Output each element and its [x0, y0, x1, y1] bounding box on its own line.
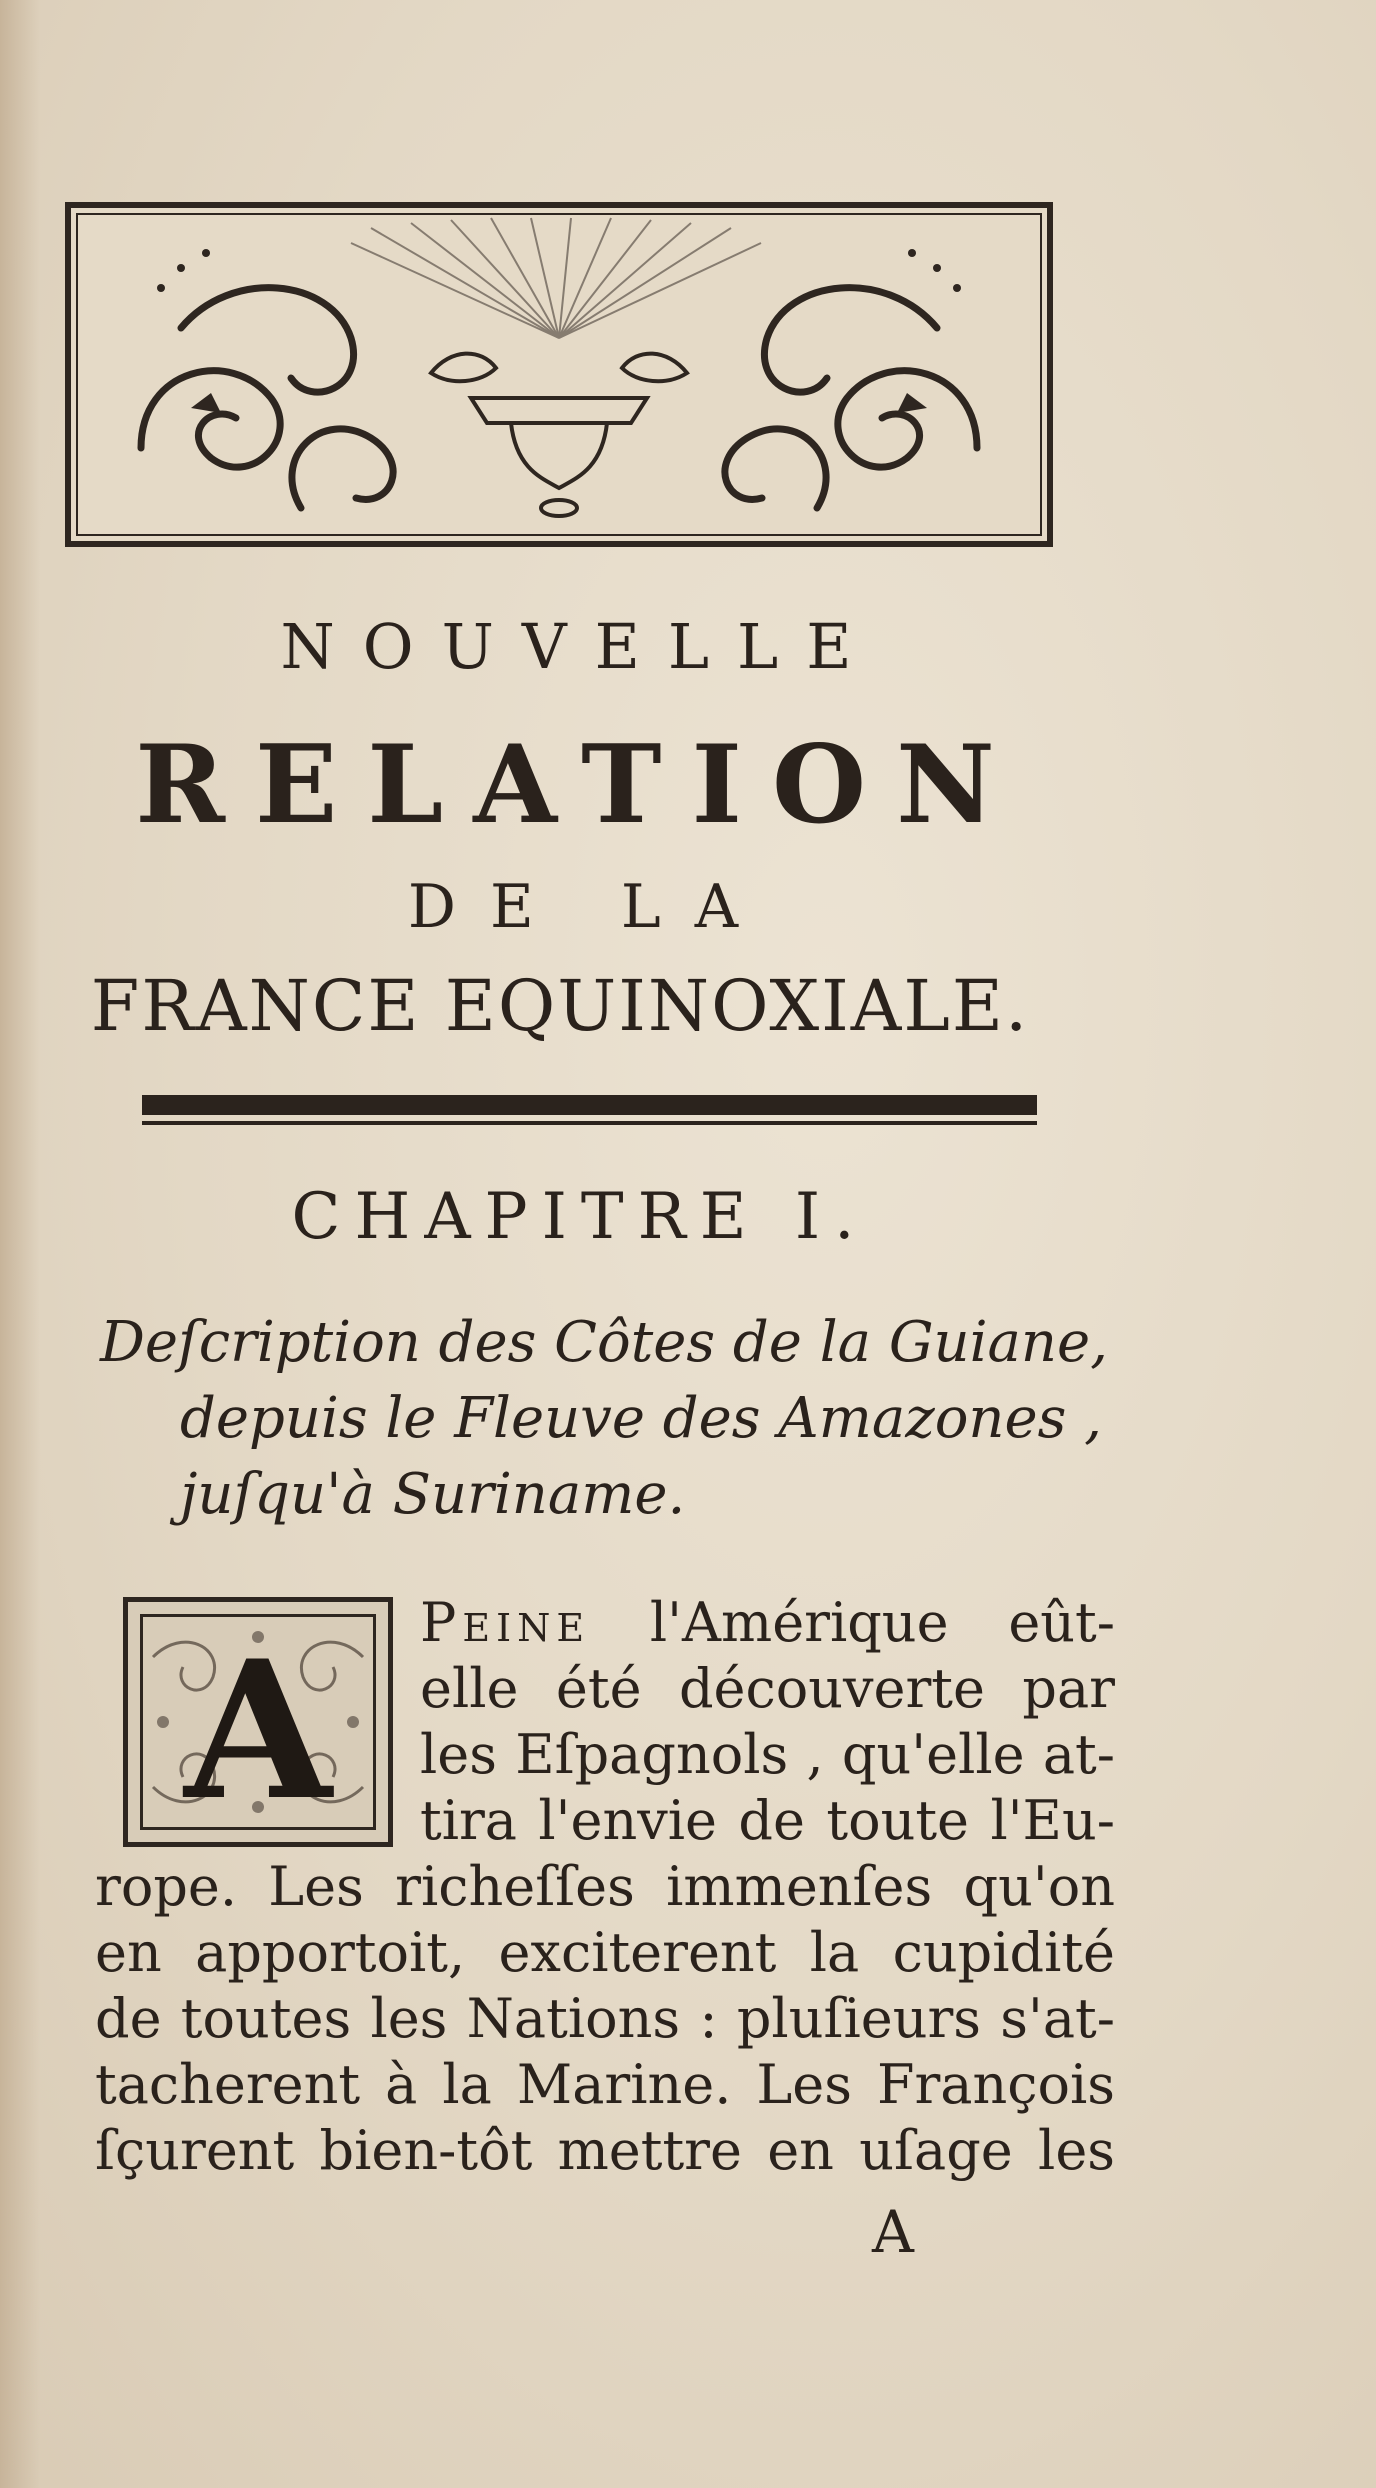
chapter-heading: CHAPITRE I. [291, 1180, 869, 1254]
text-line: rope. Les richeſſes immenſes qu'on [95, 1855, 1115, 1918]
text-line: de toutes les Nations : pluſieurs s'at- [95, 1987, 1115, 2050]
drop-cap-letter: A [184, 1619, 332, 1830]
subtitle-line: Deſcription des Côtes de la Guiane, [100, 1310, 1108, 1375]
title-line-france-equinoxiale: FRANCE EQUINOXIALE. [90, 965, 1030, 1047]
text-line: tira l'envie de toute l'Eu- [420, 1789, 1115, 1852]
double-rule-divider [142, 1095, 1037, 1129]
title-line-nouvelle: NOUVELLE [280, 610, 880, 683]
subtitle-line: depuis le Fleuve des Amazones , [180, 1386, 1102, 1451]
text-line: ſçurent bien-tôt mettre en uſage les [95, 2119, 1115, 2182]
first-word: Peine [420, 1591, 591, 1654]
subtitle-line: juſqu'à Suriname. [180, 1462, 686, 1527]
body-text [95, 1590, 1115, 2184]
text-line: Peine l'Amérique eût- [420, 1591, 1115, 1654]
text-line: en apportoit, exciterent la cupidité [95, 1921, 1115, 1984]
text-line: elle été découverte par [420, 1657, 1115, 1720]
text-line: tacherent à la Marine. Les François [95, 2053, 1115, 2116]
title-line-relation: RELATION [135, 722, 1025, 848]
ornamental-headpiece-icon [65, 202, 1053, 547]
text-line: les Eſpagnols , qu'elle at- [420, 1723, 1115, 1786]
catchword: A [872, 2198, 914, 2266]
title-line-de-la: DE LA [407, 872, 773, 942]
chapter-subtitle [100, 1305, 1120, 1533]
